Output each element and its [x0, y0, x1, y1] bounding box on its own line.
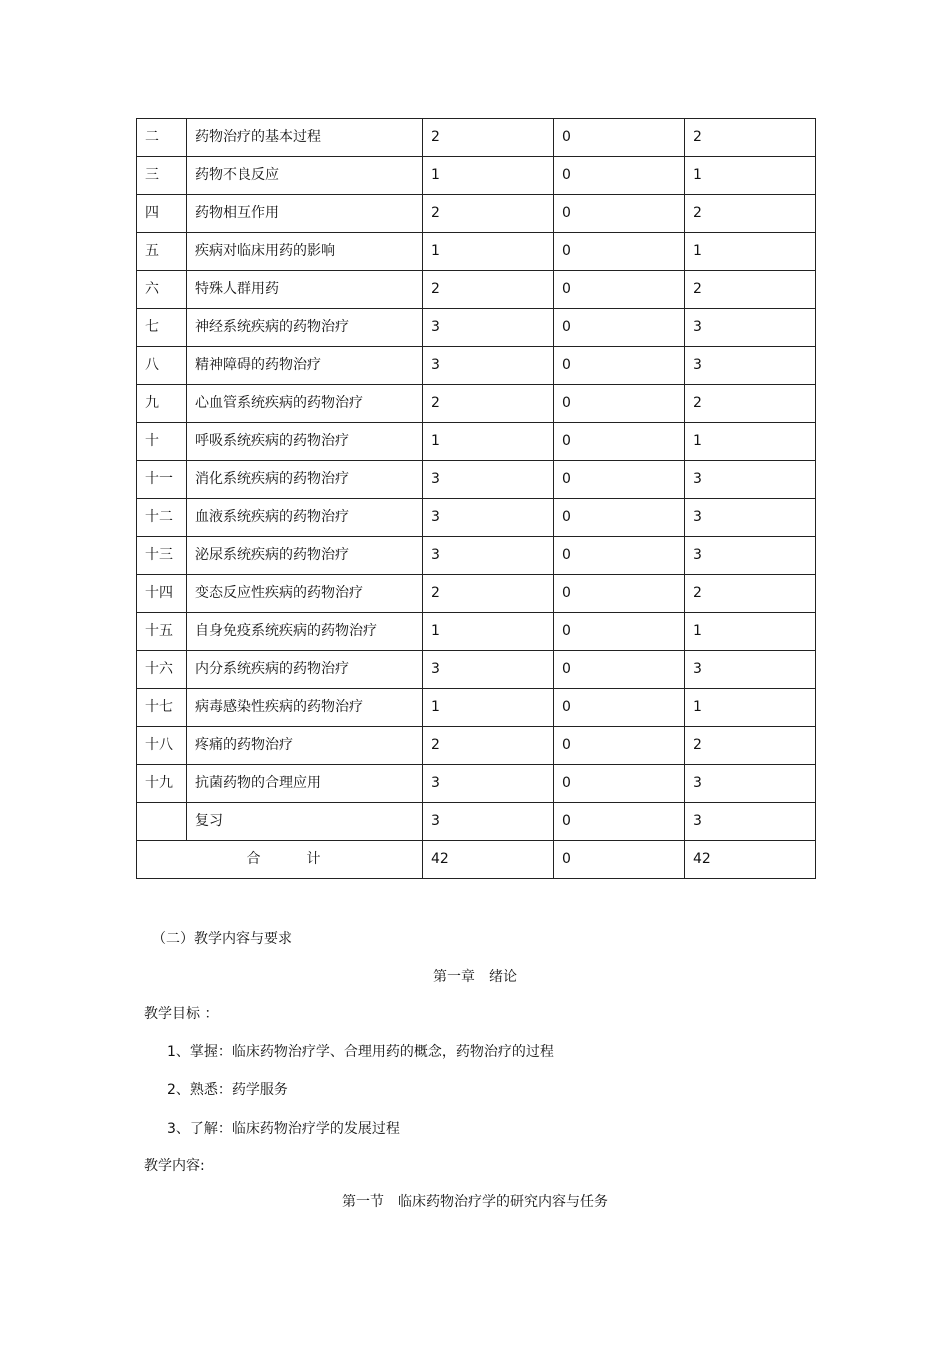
section-title: 第一节 临床药物治疗学的研究内容与任务	[342, 1194, 608, 1210]
topic-cell: 药物治疗的基本过程	[187, 119, 423, 157]
table-row	[137, 499, 816, 537]
topic-cell: 药物不良反应	[187, 157, 423, 195]
theory-hours-cell: 3	[685, 461, 816, 499]
chapter-number-cell: 十八	[137, 727, 187, 765]
topic-cell: 呼吸系统疾病的药物治疗	[187, 423, 423, 461]
chapter-number-cell: 十	[137, 423, 187, 461]
objective-item: 1、掌握：临床药物治疗学、合理用药的概念，药物治疗的过程	[167, 1044, 554, 1060]
practice-hours-cell: 0	[554, 461, 685, 499]
practice-hours-cell: 0	[554, 765, 685, 803]
chapter-number-cell: 十九	[137, 765, 187, 803]
practice-hours-cell: 0	[554, 157, 685, 195]
total-hours-cell: 3	[423, 803, 554, 841]
total-hours-cell: 1	[423, 157, 554, 195]
total-hours-cell: 3	[423, 765, 554, 803]
theory-hours-cell: 3	[685, 651, 816, 689]
topic-cell: 变态反应性疾病的药物治疗	[187, 575, 423, 613]
objective-item: 3、了解：临床药物治疗学的发展过程	[167, 1121, 400, 1137]
table-row	[137, 803, 816, 841]
table-row	[137, 309, 816, 347]
total-hours-cell: 2	[423, 385, 554, 423]
total-hours-cell: 3	[423, 461, 554, 499]
practice-hours-cell: 0	[554, 195, 685, 233]
chapter-number-cell: 十七	[137, 689, 187, 727]
table-row	[137, 385, 816, 423]
theory-hours-cell: 1	[685, 689, 816, 727]
chapter-number-cell: 八	[137, 347, 187, 385]
table-row	[137, 765, 816, 803]
total-row	[137, 841, 816, 879]
practice-hours-cell: 0	[554, 347, 685, 385]
total-value-cell: 0	[554, 841, 685, 879]
topic-cell: 心血管系统疾病的药物治疗	[187, 385, 423, 423]
theory-hours-cell: 3	[685, 347, 816, 385]
table-row	[137, 575, 816, 613]
section-heading: （二）教学内容与要求	[152, 931, 292, 947]
theory-hours-cell: 3	[685, 803, 816, 841]
topic-cell: 疾病对临床用药的影响	[187, 233, 423, 271]
chapter-number-cell: 四	[137, 195, 187, 233]
theory-hours-cell: 2	[685, 195, 816, 233]
topic-cell: 复习	[187, 803, 423, 841]
topic-cell: 消化系统疾病的药物治疗	[187, 461, 423, 499]
table-row	[137, 233, 816, 271]
practice-hours-cell: 0	[554, 537, 685, 575]
chapter-number-cell: 十六	[137, 651, 187, 689]
theory-hours-cell: 2	[685, 385, 816, 423]
total-label-cell	[137, 841, 423, 879]
chapter-number-cell: 七	[137, 309, 187, 347]
practice-hours-cell: 0	[554, 233, 685, 271]
theory-hours-cell: 2	[685, 119, 816, 157]
table-body	[137, 119, 816, 879]
practice-hours-cell: 0	[554, 271, 685, 309]
topic-cell: 血液系统疾病的药物治疗	[187, 499, 423, 537]
total-hours-cell: 1	[423, 233, 554, 271]
theory-hours-cell: 3	[685, 499, 816, 537]
theory-hours-cell: 1	[685, 423, 816, 461]
topic-cell: 病毒感染性疾病的药物治疗	[187, 689, 423, 727]
course-hours-table	[136, 118, 816, 879]
table-row	[137, 271, 816, 309]
topic-cell: 自身免疫系统疾病的药物治疗	[187, 613, 423, 651]
practice-hours-cell: 0	[554, 309, 685, 347]
theory-hours-cell: 2	[685, 727, 816, 765]
total-value-cell: 42	[423, 841, 554, 879]
total-hours-cell: 3	[423, 347, 554, 385]
table-row	[137, 689, 816, 727]
total-hours-cell: 1	[423, 689, 554, 727]
objectives-label: 教学目标 ：	[144, 1006, 219, 1022]
total-hours-cell: 2	[423, 575, 554, 613]
practice-hours-cell: 0	[554, 689, 685, 727]
chapter-number-cell: 十五	[137, 613, 187, 651]
chapter-number-cell: 五	[137, 233, 187, 271]
topic-cell: 特殊人群用药	[187, 271, 423, 309]
total-hours-cell: 2	[423, 119, 554, 157]
theory-hours-cell: 3	[685, 309, 816, 347]
theory-hours-cell: 1	[685, 613, 816, 651]
topic-cell: 抗菌药物的合理应用	[187, 765, 423, 803]
table-row	[137, 423, 816, 461]
content-label: 教学内容:	[144, 1158, 205, 1174]
theory-hours-cell: 2	[685, 271, 816, 309]
topic-cell: 药物相互作用	[187, 195, 423, 233]
chapter-number-cell: 十三	[137, 537, 187, 575]
total-value-cell: 42	[685, 841, 816, 879]
practice-hours-cell: 0	[554, 575, 685, 613]
theory-hours-cell: 2	[685, 575, 816, 613]
table-row	[137, 461, 816, 499]
chapter-title: 第一章 绪论	[433, 969, 517, 985]
total-hours-cell: 3	[423, 499, 554, 537]
total-hours-cell: 1	[423, 613, 554, 651]
total-hours-cell: 3	[423, 309, 554, 347]
chapter-number-cell: 十四	[137, 575, 187, 613]
theory-hours-cell: 1	[685, 157, 816, 195]
table-row	[137, 613, 816, 651]
chapter-number-cell: 十一	[137, 461, 187, 499]
topic-cell: 疼痛的药物治疗	[187, 727, 423, 765]
practice-hours-cell: 0	[554, 651, 685, 689]
total-hours-cell: 3	[423, 651, 554, 689]
topic-cell: 内分系统疾病的药物治疗	[187, 651, 423, 689]
chapter-number-cell: 三	[137, 157, 187, 195]
total-hours-cell: 2	[423, 271, 554, 309]
total-label-part: 合	[246, 851, 261, 867]
theory-hours-cell: 1	[685, 233, 816, 271]
table-row	[137, 651, 816, 689]
total-hours-cell: 2	[423, 195, 554, 233]
objective-item: 2、熟悉：药学服务	[167, 1082, 288, 1098]
topic-cell: 精神障碍的药物治疗	[187, 347, 423, 385]
practice-hours-cell: 0	[554, 613, 685, 651]
chapter-number-cell: 六	[137, 271, 187, 309]
practice-hours-cell: 0	[554, 385, 685, 423]
total-hours-cell: 1	[423, 423, 554, 461]
chapter-number-cell: 十二	[137, 499, 187, 537]
total-hours-cell: 3	[423, 537, 554, 575]
theory-hours-cell: 3	[685, 537, 816, 575]
table-row	[137, 347, 816, 385]
practice-hours-cell: 0	[554, 499, 685, 537]
chapter-number-cell: 九	[137, 385, 187, 423]
table-row	[137, 727, 816, 765]
practice-hours-cell: 0	[554, 119, 685, 157]
topic-cell: 泌尿系统疾病的药物治疗	[187, 537, 423, 575]
theory-hours-cell: 3	[685, 765, 816, 803]
total-hours-cell: 2	[423, 727, 554, 765]
practice-hours-cell: 0	[554, 423, 685, 461]
table-row	[137, 157, 816, 195]
topic-cell: 神经系统疾病的药物治疗	[187, 309, 423, 347]
practice-hours-cell: 0	[554, 803, 685, 841]
table-row	[137, 537, 816, 575]
chapter-number-cell	[137, 803, 187, 841]
table-row	[137, 119, 816, 157]
practice-hours-cell: 0	[554, 727, 685, 765]
table-row	[137, 195, 816, 233]
chapter-number-cell: 二	[137, 119, 187, 157]
total-label-part: 计	[306, 851, 321, 867]
